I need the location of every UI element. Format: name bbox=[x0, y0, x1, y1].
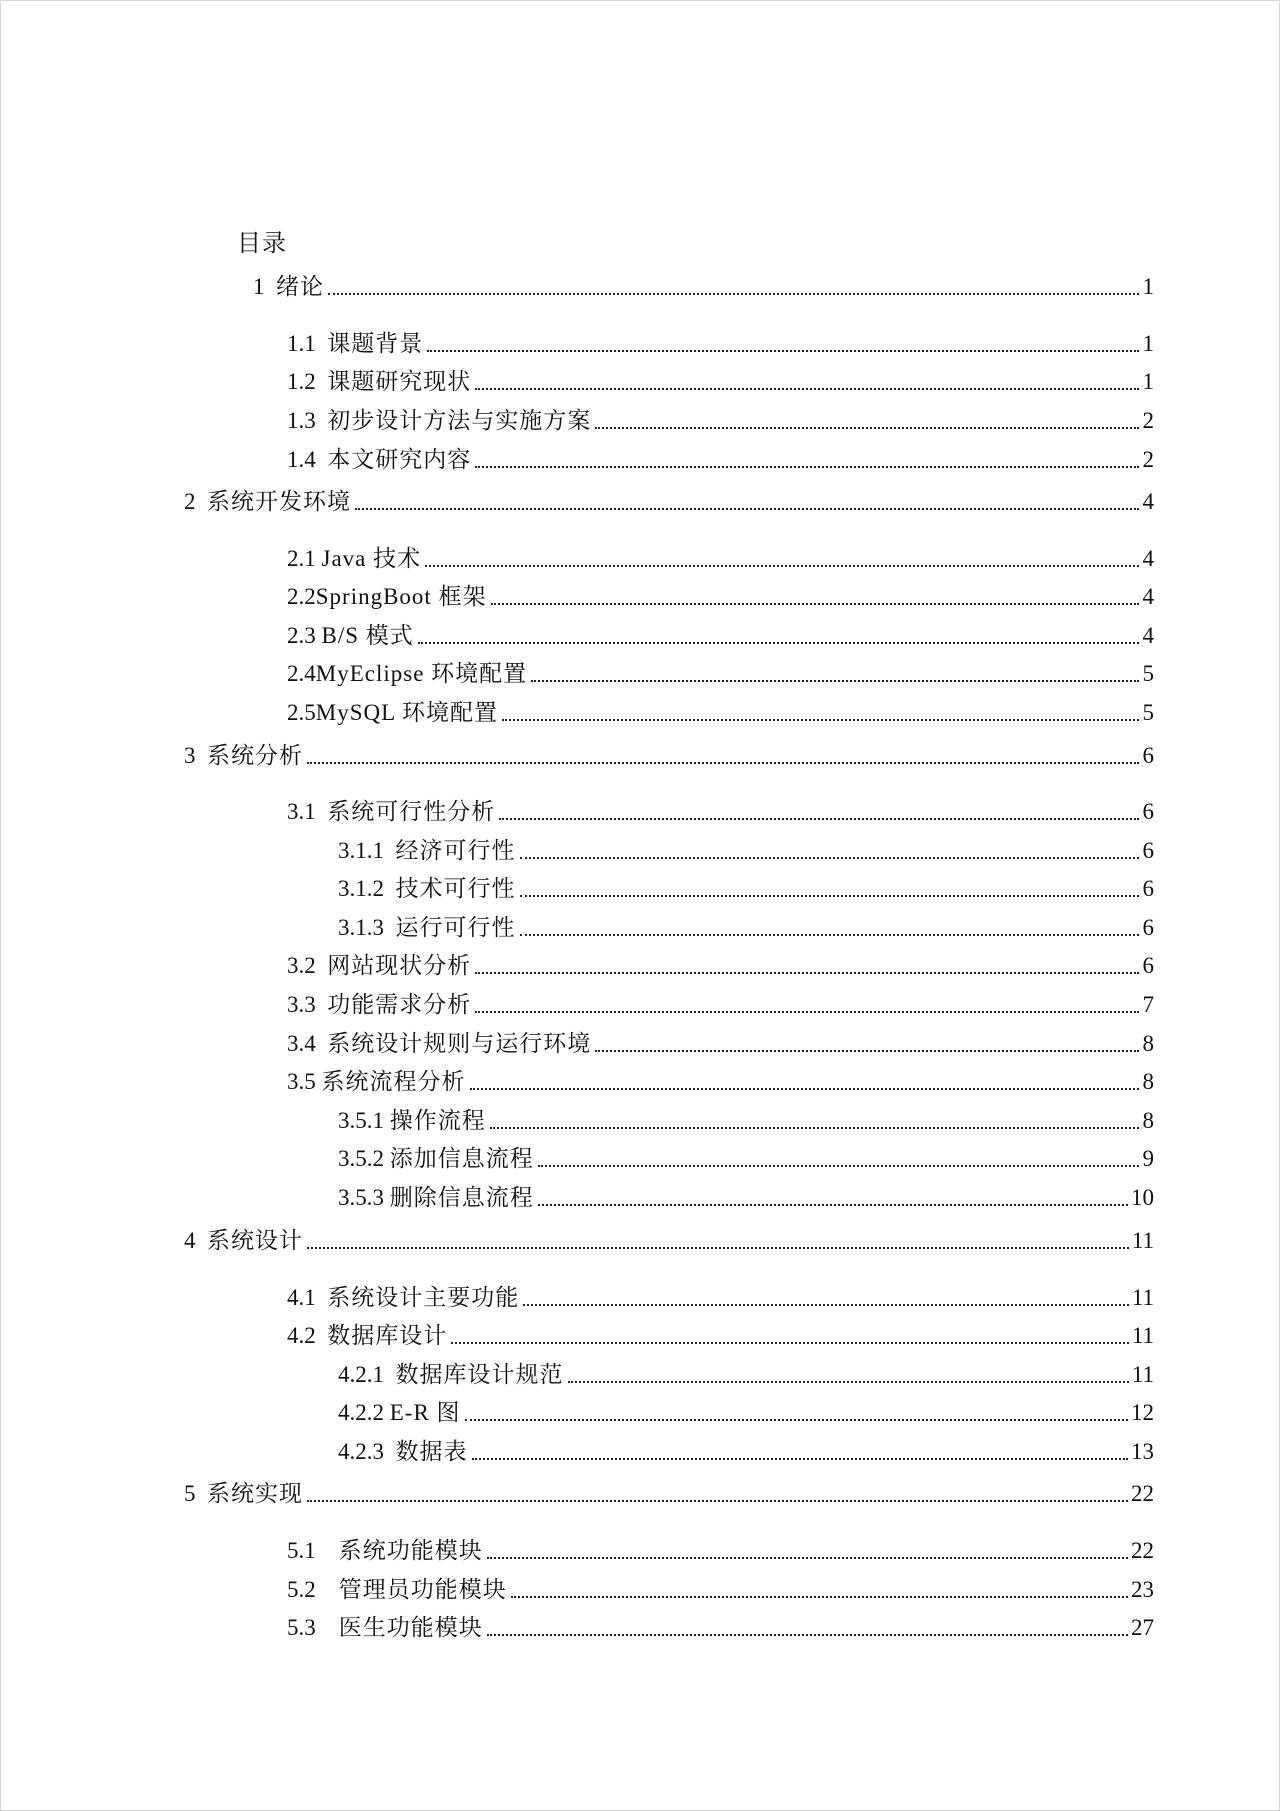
toc-dot-leader bbox=[520, 895, 1140, 897]
toc-entry-title: E-R 图 bbox=[389, 1400, 461, 1425]
toc-entry-number: 5 bbox=[184, 1481, 207, 1506]
toc-entry-1[interactable] bbox=[253, 271, 1154, 303]
toc-entry-page: 5 bbox=[1142, 700, 1154, 725]
toc-dot-leader bbox=[475, 388, 1139, 390]
toc-entry-3-1-3[interactable] bbox=[338, 912, 1154, 944]
toc-dot-leader bbox=[520, 857, 1140, 859]
toc-dot-leader bbox=[523, 1304, 1129, 1306]
toc-entry-2[interactable] bbox=[184, 486, 1154, 518]
toc-entry-title: 网站现状分析 bbox=[327, 953, 472, 978]
toc-entry-title: 系统开发环境 bbox=[207, 489, 351, 514]
toc-entry-title: 经济可行性 bbox=[395, 838, 516, 863]
toc-entry-page: 7 bbox=[1142, 992, 1154, 1017]
toc-entry-page: 6 bbox=[1142, 799, 1154, 824]
toc-entry-1-1[interactable] bbox=[287, 328, 1154, 360]
toc-entry-3-1[interactable] bbox=[287, 796, 1154, 828]
toc-entry-number: 2.2 bbox=[287, 584, 316, 609]
toc-entry-page: 12 bbox=[1131, 1400, 1154, 1425]
toc-dot-leader bbox=[451, 1342, 1129, 1344]
toc-entry-number: 4.2.1 bbox=[338, 1362, 396, 1387]
toc-entry-number: 3.5.1 bbox=[338, 1108, 390, 1133]
toc-entry-title: 初步设计方法与实施方案 bbox=[327, 408, 592, 433]
toc-dot-leader bbox=[475, 972, 1139, 974]
toc-dot-leader bbox=[465, 1419, 1128, 1421]
toc-entry-4-2-1[interactable] bbox=[338, 1359, 1154, 1391]
toc-entry-page: 4 bbox=[1142, 623, 1154, 648]
toc-entry-3-5[interactable] bbox=[287, 1066, 1154, 1098]
toc-entry-page: 22 bbox=[1131, 1481, 1154, 1506]
toc-dot-leader bbox=[487, 1634, 1128, 1636]
toc-entry-number: 4.2.2 bbox=[338, 1400, 390, 1425]
toc-entry-title: 系统设计主要功能 bbox=[327, 1285, 520, 1310]
toc-entry-title: 系统分析 bbox=[207, 743, 303, 768]
toc-entry-title: 系统实现 bbox=[207, 1481, 303, 1506]
toc-entry-number: 3.2 bbox=[287, 953, 328, 978]
toc-entry-number: 1 bbox=[253, 274, 276, 299]
toc-entry-4-1[interactable] bbox=[287, 1282, 1154, 1314]
toc-entry-title: 管理员功能模块 bbox=[338, 1577, 507, 1602]
toc-entry-title: 系统设计规则与运行环境 bbox=[327, 1031, 592, 1056]
toc-entry-page: 6 bbox=[1142, 743, 1154, 768]
toc-entry-title: 本文研究内容 bbox=[327, 447, 472, 472]
toc-entry-title: Java 技术 bbox=[321, 546, 422, 571]
toc-entry-title: 数据库设计规范 bbox=[395, 1362, 564, 1387]
toc-entry-number: 1.4 bbox=[287, 447, 328, 472]
toc-entry-page: 8 bbox=[1142, 1069, 1154, 1094]
toc-dot-leader bbox=[307, 1247, 1129, 1249]
toc-entry-title: MyEclipse 环境配置 bbox=[315, 661, 528, 686]
toc-entry-number: 3.1 bbox=[287, 799, 328, 824]
toc-dot-leader bbox=[427, 350, 1139, 352]
toc-entry-2-2[interactable] bbox=[287, 581, 1154, 613]
toc-entry-page: 8 bbox=[1142, 1108, 1154, 1133]
toc-entry-page: 4 bbox=[1142, 489, 1154, 514]
toc-entry-3-2[interactable] bbox=[287, 950, 1154, 982]
toc-entry-page: 6 bbox=[1142, 915, 1154, 940]
toc-entry-number: 5.2 bbox=[287, 1577, 339, 1602]
toc-entry-5-2[interactable] bbox=[287, 1574, 1154, 1606]
toc-entry-title: 运行可行性 bbox=[395, 915, 516, 940]
toc-entry-3-3[interactable] bbox=[287, 989, 1154, 1021]
toc-entry-page: 11 bbox=[1131, 1362, 1154, 1387]
toc-entry-title: MySQL 环境配置 bbox=[315, 700, 499, 725]
toc-dot-leader bbox=[502, 719, 1139, 721]
toc-entry-title: 课题背景 bbox=[327, 331, 424, 356]
toc-dot-leader bbox=[470, 1088, 1140, 1090]
toc-entry-number: 1.3 bbox=[287, 408, 328, 433]
toc-entry-page: 2 bbox=[1142, 447, 1154, 472]
toc-entry-number: 3.1.3 bbox=[338, 915, 396, 940]
toc-entry-page: 11 bbox=[1131, 1323, 1154, 1348]
toc-dot-leader bbox=[475, 466, 1139, 468]
toc-entry-page: 27 bbox=[1131, 1615, 1154, 1640]
toc-entry-number: 3 bbox=[184, 743, 207, 768]
toc-entry-page: 10 bbox=[1131, 1185, 1154, 1210]
toc-entry-page: 1 bbox=[1142, 274, 1154, 299]
toc-entry-title: 功能需求分析 bbox=[327, 992, 472, 1017]
toc-dot-leader bbox=[475, 1011, 1139, 1013]
toc-entry-title: B/S 模式 bbox=[321, 623, 414, 648]
toc-entry-title: 系统可行性分析 bbox=[327, 799, 496, 824]
toc-title: 目录 bbox=[237, 231, 287, 257]
toc-entry-number: 3.1.1 bbox=[338, 838, 396, 863]
toc-entry-title: 医生功能模块 bbox=[338, 1615, 483, 1640]
toc-dot-leader bbox=[520, 934, 1140, 936]
toc-entry-title: 操作流程 bbox=[389, 1108, 486, 1133]
toc-dot-leader bbox=[490, 1127, 1139, 1129]
toc-entry-page: 13 bbox=[1131, 1439, 1154, 1464]
toc-dot-leader bbox=[307, 762, 1139, 764]
toc-entry-number: 3.4 bbox=[287, 1031, 328, 1056]
toc-entry-number: 3.1.2 bbox=[338, 876, 396, 901]
toc-entry-2-5[interactable] bbox=[287, 697, 1154, 729]
toc-dot-leader bbox=[531, 680, 1139, 682]
toc-entry-number: 4.2.3 bbox=[338, 1439, 396, 1464]
toc-dot-leader bbox=[487, 1557, 1128, 1559]
toc-entry-2-3[interactable] bbox=[287, 620, 1154, 652]
toc-entry-2-1[interactable] bbox=[287, 543, 1154, 575]
toc-entry-number: 2.4 bbox=[287, 661, 316, 686]
toc-dot-leader bbox=[418, 642, 1139, 644]
toc-entry-number: 1.1 bbox=[287, 331, 328, 356]
toc-dot-leader bbox=[425, 565, 1139, 567]
toc-entry-page: 6 bbox=[1142, 876, 1154, 901]
toc-entry-number: 2.3 bbox=[287, 623, 322, 648]
toc-entry-3[interactable] bbox=[184, 740, 1154, 772]
toc-dot-leader bbox=[491, 603, 1139, 605]
toc-entry-title: 技术可行性 bbox=[395, 876, 516, 901]
toc-entry-title: 课题研究现状 bbox=[327, 369, 472, 394]
toc-entry-title: 添加信息流程 bbox=[389, 1146, 534, 1171]
toc-entry-4-2-3[interactable] bbox=[338, 1436, 1154, 1468]
toc-entry-page: 4 bbox=[1142, 584, 1154, 609]
toc-entry-2-4[interactable] bbox=[287, 658, 1154, 690]
toc-entry-number: 2.5 bbox=[287, 700, 316, 725]
toc-entry-1-2[interactable] bbox=[287, 366, 1154, 398]
toc-entry-number: 3.3 bbox=[287, 992, 328, 1017]
toc-entry-title: 数据库设计 bbox=[327, 1323, 448, 1348]
toc-entry-number: 5.3 bbox=[287, 1615, 339, 1640]
toc-dot-leader bbox=[328, 293, 1139, 295]
toc-entry-page: 8 bbox=[1142, 1031, 1154, 1056]
toc-entry-title: SpringBoot 框架 bbox=[315, 584, 487, 609]
toc-entry-4[interactable] bbox=[184, 1225, 1154, 1257]
toc-entry-number: 1.2 bbox=[287, 369, 328, 394]
toc-dot-leader bbox=[499, 818, 1139, 820]
toc-entry-page: 2 bbox=[1142, 408, 1154, 433]
toc-entry-number: 2 bbox=[184, 489, 207, 514]
toc-entry-page: 1 bbox=[1142, 331, 1154, 356]
toc-entry-number: 4.1 bbox=[287, 1285, 328, 1310]
toc-entry-1-3[interactable] bbox=[287, 405, 1154, 437]
toc-entry-number: 5.1 bbox=[287, 1538, 339, 1563]
toc-entry-3-1-2[interactable] bbox=[338, 873, 1154, 905]
toc-entry-page: 1 bbox=[1142, 369, 1154, 394]
toc-dot-leader bbox=[511, 1596, 1128, 1598]
toc-dot-leader bbox=[307, 1500, 1128, 1502]
toc-entry-4-2-2[interactable] bbox=[338, 1397, 1154, 1429]
toc-entry-title: 绪论 bbox=[276, 274, 324, 299]
toc-entry-page: 23 bbox=[1131, 1577, 1154, 1602]
toc-dot-leader bbox=[538, 1165, 1139, 1167]
toc-entry-page: 5 bbox=[1142, 661, 1154, 686]
toc-entry-1-4[interactable] bbox=[287, 444, 1154, 476]
toc-entry-4-2[interactable] bbox=[287, 1320, 1154, 1352]
toc-entry-number: 3.5.2 bbox=[338, 1146, 390, 1171]
toc-entry-title: 删除信息流程 bbox=[389, 1185, 534, 1210]
toc-entry-number: 3.5 bbox=[287, 1069, 322, 1094]
toc-dot-leader bbox=[568, 1381, 1129, 1383]
toc-entry-page: 9 bbox=[1142, 1146, 1154, 1171]
toc-dot-leader bbox=[595, 427, 1139, 429]
toc-entry-page: 6 bbox=[1142, 838, 1154, 863]
toc-entry-3-1-1[interactable] bbox=[338, 835, 1154, 867]
toc-dot-leader bbox=[355, 508, 1139, 510]
toc-dot-leader bbox=[472, 1458, 1129, 1460]
toc-entry-5-1[interactable] bbox=[287, 1535, 1154, 1567]
toc-entry-title: 系统设计 bbox=[207, 1228, 303, 1253]
toc-entry-3-5-2[interactable] bbox=[338, 1143, 1154, 1175]
toc-entry-page: 6 bbox=[1142, 953, 1154, 978]
toc-dot-leader bbox=[595, 1050, 1139, 1052]
toc-entry-number: 3.5.3 bbox=[338, 1185, 390, 1210]
toc-entry-number: 2.1 bbox=[287, 546, 322, 571]
toc-entry-title: 数据表 bbox=[395, 1439, 468, 1464]
toc-entry-3-5-1[interactable] bbox=[338, 1105, 1154, 1137]
toc-entry-title: 系统功能模块 bbox=[338, 1538, 483, 1563]
toc-entry-5-3[interactable] bbox=[287, 1612, 1154, 1644]
toc-entry-page: 22 bbox=[1131, 1538, 1154, 1563]
toc-entry-5[interactable] bbox=[184, 1478, 1154, 1510]
toc-entry-title: 系统流程分析 bbox=[321, 1069, 466, 1094]
toc-dot-leader bbox=[538, 1204, 1128, 1206]
toc-entry-page: 4 bbox=[1142, 546, 1154, 571]
toc-entry-number: 4.2 bbox=[287, 1323, 328, 1348]
toc-entry-3-4[interactable] bbox=[287, 1028, 1154, 1060]
toc-entry-3-5-3[interactable] bbox=[338, 1182, 1154, 1214]
toc-entry-page: 11 bbox=[1131, 1228, 1154, 1253]
toc-entry-page: 11 bbox=[1131, 1285, 1154, 1310]
toc-entry-number: 4 bbox=[184, 1228, 207, 1253]
